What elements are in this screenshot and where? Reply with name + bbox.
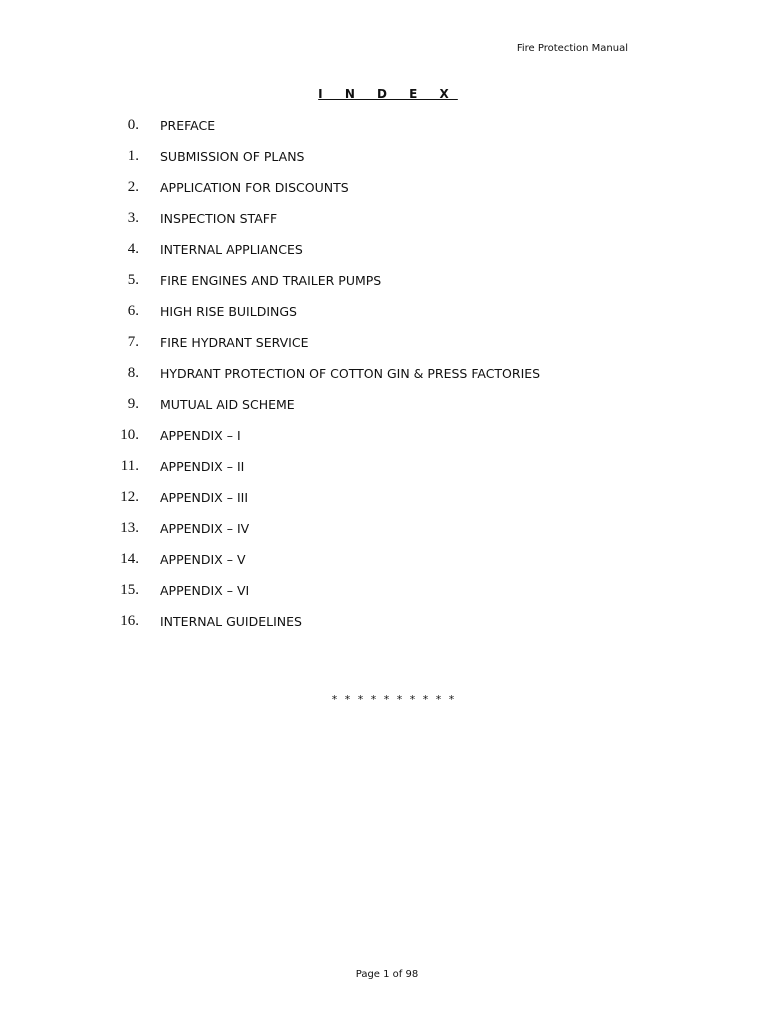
toc-item: [0, 581, 768, 612]
toc-item-number: 13.: [120, 520, 139, 536]
table-of-contents: [0, 116, 768, 643]
toc-item: [0, 116, 768, 147]
toc-item-number: 15.: [120, 582, 139, 598]
toc-item-label: PREFACE: [160, 118, 216, 133]
toc-item-label: APPENDIX – II: [160, 459, 245, 474]
toc-item-label: APPENDIX – IV: [160, 521, 250, 536]
index-title: I N D E X: [318, 87, 458, 101]
toc-item: [0, 550, 768, 581]
toc-item-number: 11.: [120, 458, 139, 474]
toc-item: [0, 364, 768, 395]
toc-item-number: 9.: [127, 396, 139, 412]
toc-item-number: 10.: [120, 427, 139, 443]
toc-item-label: FIRE ENGINES AND TRAILER PUMPS: [160, 273, 382, 288]
page-number-footer: Page 1 of 98: [355, 969, 419, 980]
toc-item-number: 7.: [127, 334, 139, 350]
toc-item-number: 0.: [127, 117, 139, 133]
running-header: Fire Protection Manual: [516, 43, 628, 54]
toc-item-number: 8.: [127, 365, 139, 381]
toc-item-label: INSPECTION STAFF: [160, 211, 278, 226]
toc-item-label: MUTUAL AID SCHEME: [160, 397, 295, 412]
toc-item: [0, 395, 768, 426]
toc-item-label: FIRE HYDRANT SERVICE: [160, 335, 309, 350]
toc-item-label: APPLICATION FOR DISCOUNTS: [160, 180, 349, 195]
toc-item-number: 2.: [127, 179, 139, 195]
toc-item-number: 12.: [120, 489, 139, 505]
toc-item-label: SUBMISSION OF PLANS: [160, 149, 305, 164]
toc-item-label: INTERNAL APPLIANCES: [160, 242, 303, 257]
toc-item: [0, 240, 768, 271]
toc-item-number: 3.: [127, 210, 139, 226]
toc-item-label: APPENDIX – I: [160, 428, 241, 443]
section-separator: * * * * * * * * * *: [331, 693, 457, 706]
toc-item: [0, 519, 768, 550]
toc-item-label: APPENDIX – III: [160, 490, 249, 505]
toc-item-number: 5.: [127, 272, 139, 288]
toc-item-label: HIGH RISE BUILDINGS: [160, 304, 297, 319]
toc-item: [0, 612, 768, 643]
toc-item: [0, 488, 768, 519]
toc-item-label: APPENDIX – VI: [160, 583, 250, 598]
toc-item-number: 16.: [120, 613, 139, 629]
toc-item: [0, 333, 768, 364]
toc-item: [0, 302, 768, 333]
toc-item-label: HYDRANT PROTECTION OF COTTON GIN & PRESS FACTORIES: [160, 366, 541, 381]
toc-item: [0, 147, 768, 178]
toc-item: [0, 457, 768, 488]
toc-item: [0, 271, 768, 302]
toc-item-number: 6.: [127, 303, 139, 319]
toc-item: [0, 426, 768, 457]
toc-item-label: APPENDIX – V: [160, 552, 246, 567]
toc-item-number: 1.: [127, 148, 139, 164]
toc-item-label: INTERNAL GUIDELINES: [160, 614, 302, 629]
toc-item: [0, 209, 768, 240]
toc-item-number: 4.: [127, 241, 139, 257]
toc-item-number: 14.: [120, 551, 139, 567]
toc-item: [0, 178, 768, 209]
